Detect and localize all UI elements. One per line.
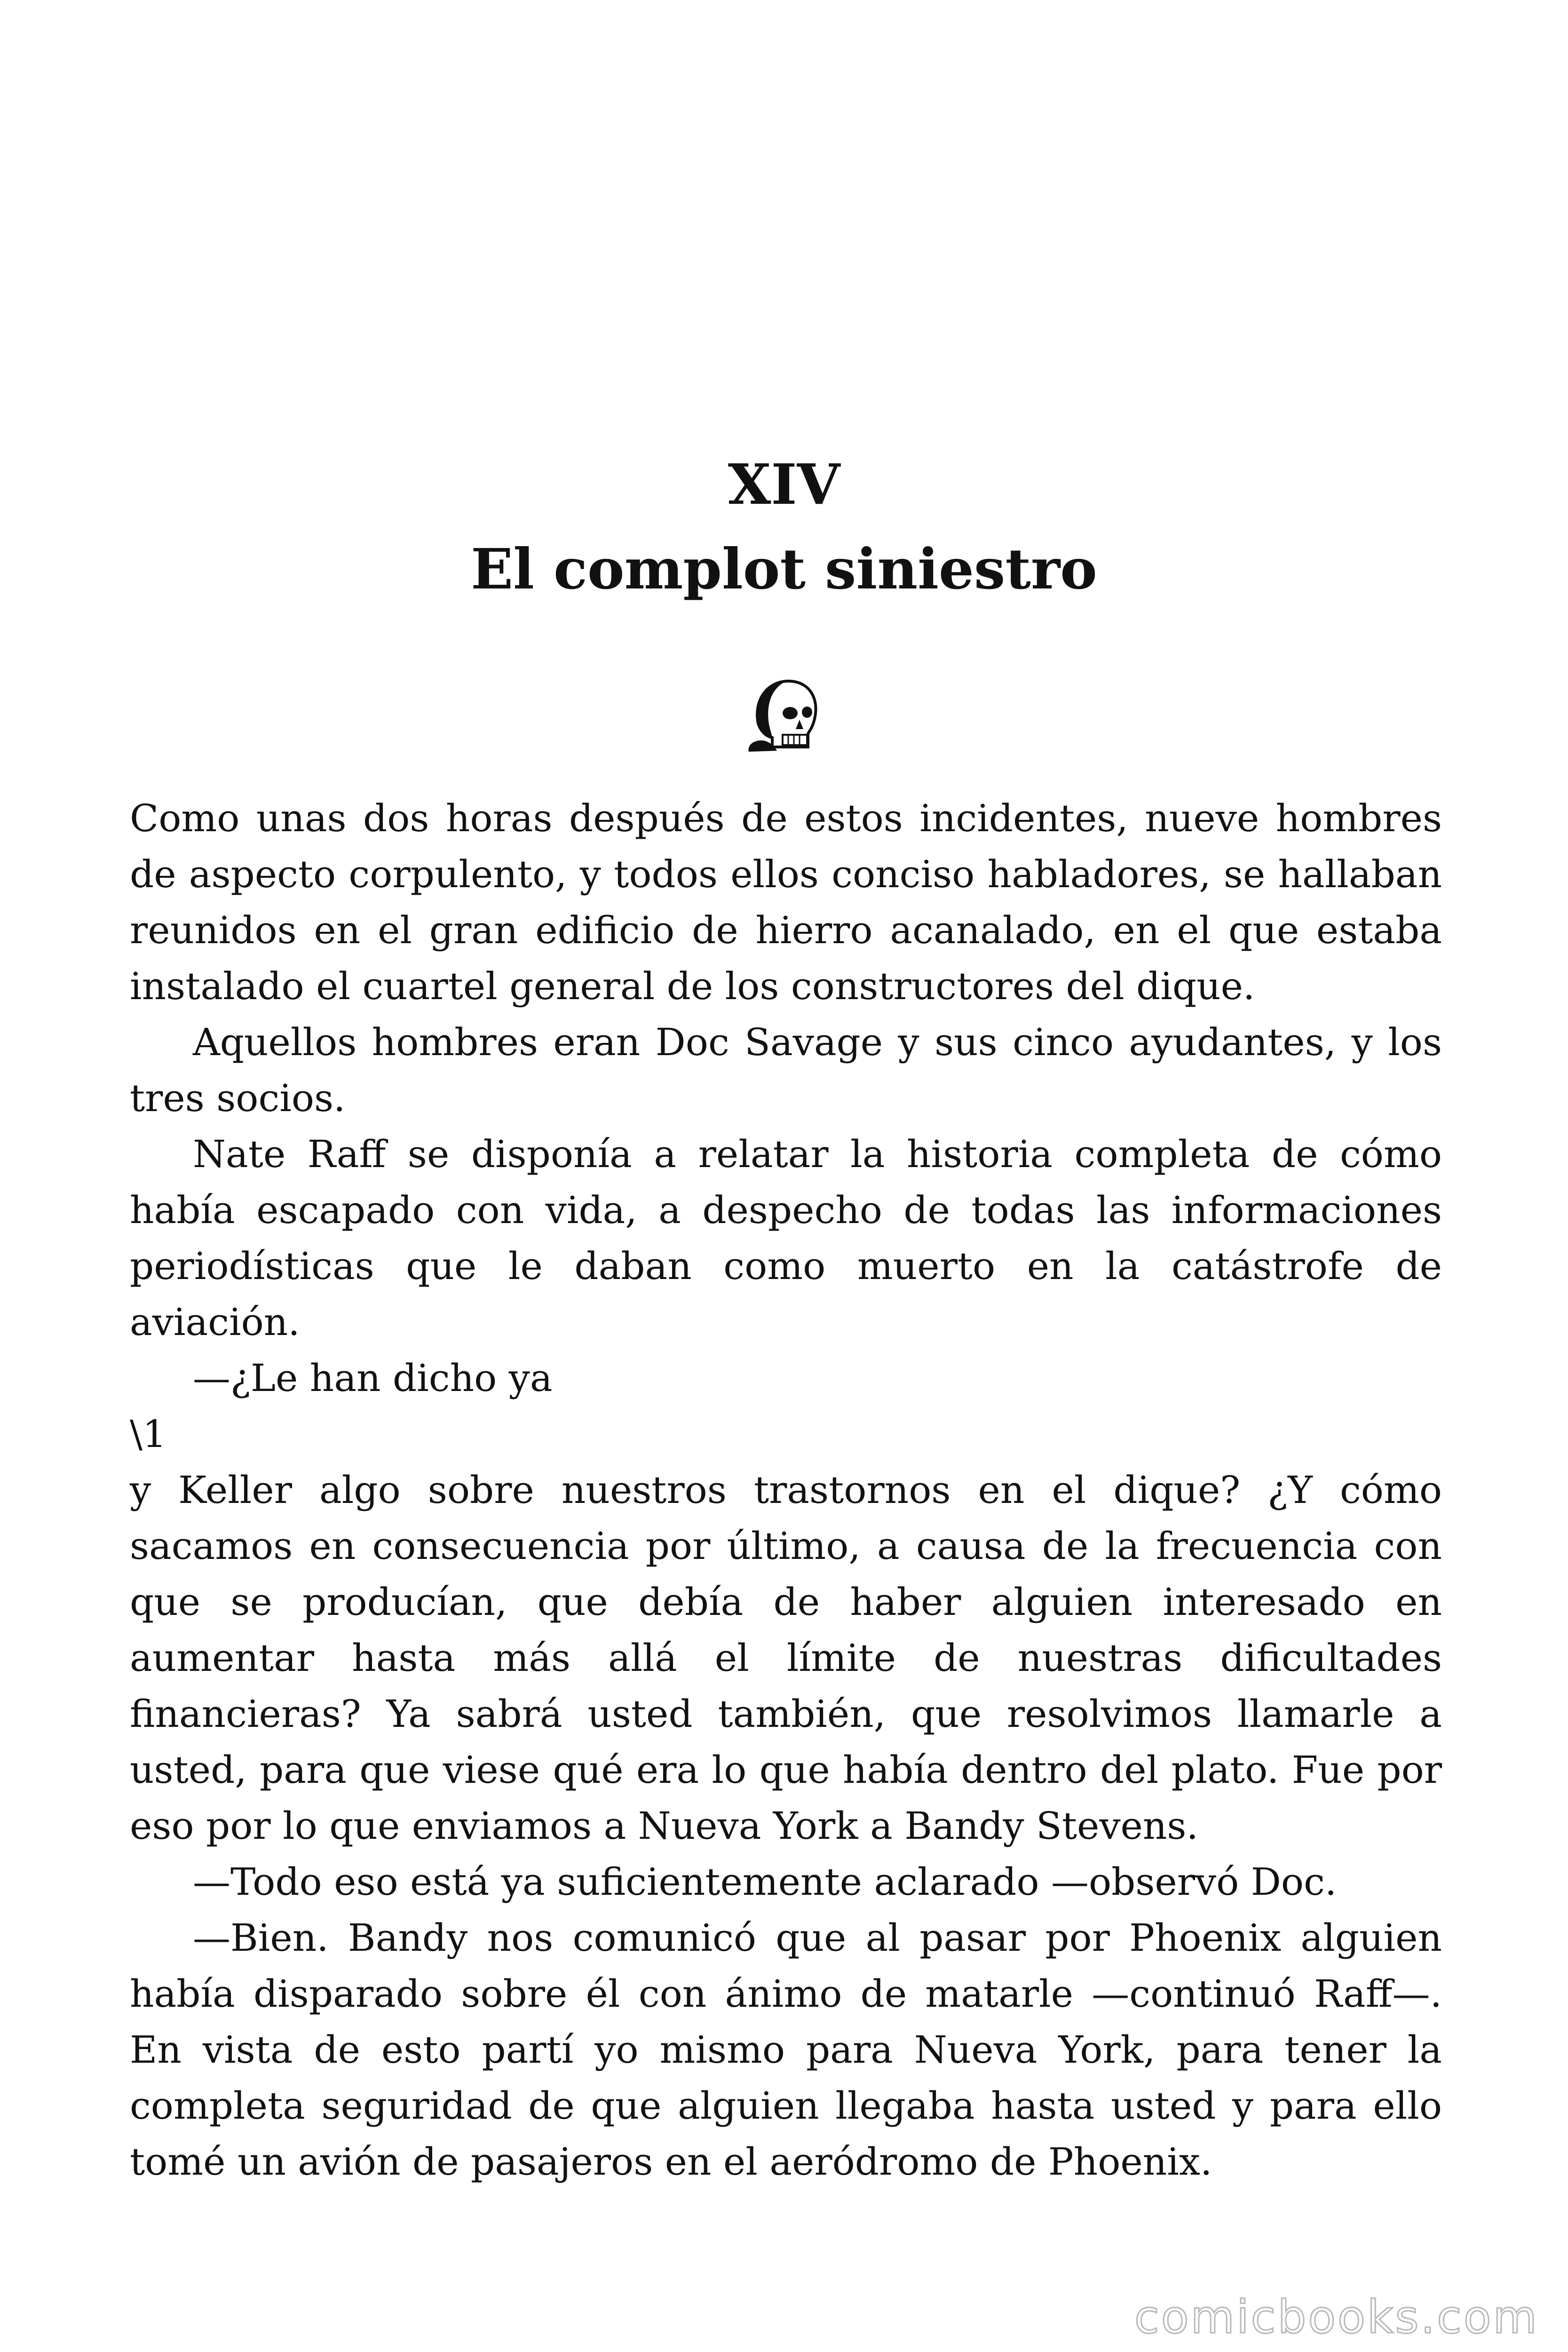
paragraph-4: —¿Le han dicho ya bbox=[193, 1356, 553, 1400]
paragraph-7: —Todo eso está ya suficientemente aclarado —observó Doc. bbox=[193, 1860, 1337, 1904]
watermark: comicbooks.com bbox=[1134, 2291, 1539, 2344]
paragraph-6: y Keller algo sobre nuestros trastornos en el dique? ¿Y cómo sacamos en consecuencia por último, a causa de la frecuencia con que se producían, que debía de haber alguien interesado en aumentar hasta más allá el límite de nuestras dificultades financieras? Ya sabrá usted también, que resolvimos llamarle a usted, para que viese qué era lo que había dentro del plato. Fue por eso por lo que enviamos a Nueva York a Bandy Stevens. bbox=[130, 1468, 1442, 1848]
chapter-title: El complot siniestro bbox=[471, 536, 1097, 602]
paragraph-5: \1 bbox=[130, 1412, 166, 1456]
paragraph-8: —Bien. Bandy nos comunicó que al pasar por Phoenix alguien había disparado sobre él con ánimo de matarle —continuó Raff—. En vista de esto partí yo mismo para Nueva York, para tener la completa seguridad de que alguien llegaba hasta usted y para ello tomé un avión de pasajeros en el aeródromo de Phoenix. bbox=[130, 1916, 1442, 2184]
chapter-body bbox=[130, 790, 1442, 2190]
chapter-number: XIV bbox=[728, 452, 840, 517]
paragraph-2: Aquellos hombres eran Doc Savage y sus cinco ayudantes, y los tres socios. bbox=[130, 1020, 1442, 1120]
skull-icon bbox=[739, 672, 824, 756]
paragraph-3: Nate Raff se disponía a relatar la historia completa de cómo había escapado con vida, a despecho de todas las informaciones periodísticas que le daban como muerto en la catástrofe de aviación. bbox=[130, 1132, 1442, 1344]
paragraph-1: Como unas dos horas después de estos incidentes, nueve hombres de aspecto corpulento, y todos ellos conciso habladores, se hallaban reunidos en el gran edificio de hierro acanalado, en el que estaba instalado el cuartel general de los constructores del dique. bbox=[130, 796, 1442, 1008]
